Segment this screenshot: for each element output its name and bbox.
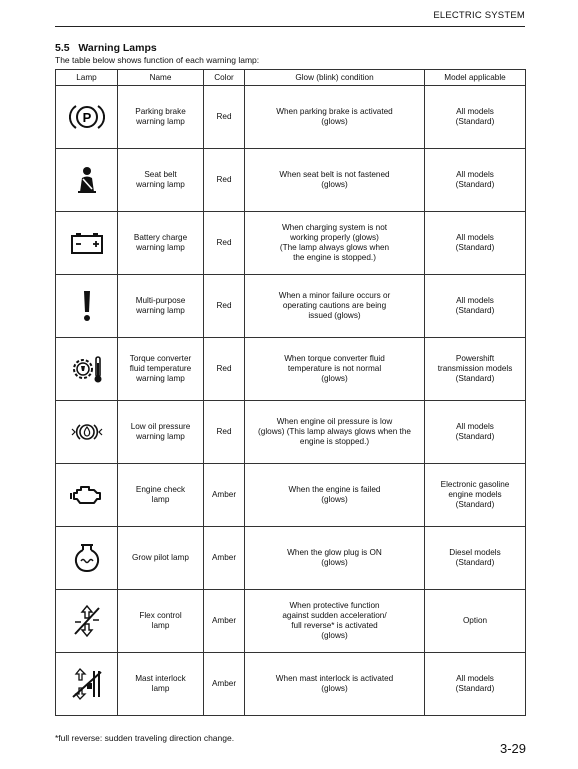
parking-brake-icon — [69, 102, 105, 132]
condition-line: (glows) — [321, 558, 348, 567]
condition-line: When the glow plug is ON — [287, 548, 382, 557]
model-line: All models — [456, 170, 494, 179]
condition-line: (glows) — [321, 495, 348, 504]
model-line: Powershift — [455, 354, 495, 363]
section-number: 5.5 — [55, 42, 70, 54]
condition-line: (glows) — [321, 374, 348, 383]
model-line: Electronic gasoline — [440, 480, 510, 489]
lamp-name-cell — [118, 338, 204, 401]
column-header-color: Color — [204, 70, 245, 86]
condition-line: When the engine is failed — [288, 485, 381, 494]
lamp-name-cell — [118, 275, 204, 338]
lamp-name-line: warning lamp — [136, 432, 185, 441]
lamp-cell — [56, 212, 118, 275]
lamp-name-cell — [118, 401, 204, 464]
model-line: (Standard) — [455, 684, 495, 693]
condition-line: When a minor failure occurs or — [278, 291, 391, 300]
lamp-model-cell — [425, 86, 526, 149]
mast-interlock-icon — [70, 667, 104, 701]
lamp-name-line: Battery charge — [133, 233, 188, 242]
lamp-model-cell — [425, 149, 526, 212]
model-line: All models — [456, 422, 494, 431]
table-row — [56, 149, 526, 212]
lamp-model-cell — [425, 464, 526, 527]
model-line: All models — [456, 296, 494, 305]
model-line: Option — [462, 616, 488, 625]
lamp-color-cell: Red — [204, 275, 245, 338]
lamp-model-cell — [425, 590, 526, 653]
model-line: (Standard) — [455, 432, 495, 441]
lamp-cell — [56, 590, 118, 653]
glow-plug-icon — [72, 542, 102, 574]
lamp-model-cell — [425, 401, 526, 464]
table-row — [56, 653, 526, 716]
lamp-name-cell — [118, 590, 204, 653]
condition-line: (glows) — [321, 631, 348, 640]
lamp-model-cell — [425, 527, 526, 590]
condition-line: operating cautions are being — [282, 301, 387, 310]
oil-pressure-icon — [69, 419, 105, 445]
flex-control-icon — [71, 604, 103, 638]
lamp-color-cell: Red — [204, 401, 245, 464]
lamp-name-cell — [118, 149, 204, 212]
lamp-name-line: Seat belt — [144, 170, 177, 179]
lamp-cell — [56, 653, 118, 716]
condition-line: When charging system is not — [281, 223, 388, 232]
lamp-name-cell — [118, 464, 204, 527]
footnote: *full reverse: sudden traveling direction change. — [55, 733, 235, 743]
model-line: (Standard) — [455, 374, 495, 383]
table-row — [56, 275, 526, 338]
condition-line: engine is stopped.) — [299, 437, 370, 446]
condition-line: against sudden acceleration/ — [282, 611, 387, 620]
model-line: All models — [456, 233, 494, 242]
lamp-condition-cell — [245, 212, 425, 275]
lamp-condition-cell — [245, 338, 425, 401]
lamp-cell — [56, 149, 118, 212]
lamp-model-cell — [425, 275, 526, 338]
lamp-color-cell: Red — [204, 212, 245, 275]
condition-line: temperature is not normal — [287, 364, 382, 373]
lamp-condition-cell — [245, 590, 425, 653]
lamp-model-cell — [425, 212, 526, 275]
lamp-name-line: warning lamp — [136, 180, 185, 189]
lamp-name-line: Engine check — [135, 485, 186, 494]
table-row — [56, 590, 526, 653]
column-header-model: Model applicable — [425, 70, 526, 86]
lamp-condition-cell — [245, 275, 425, 338]
model-line: All models — [456, 107, 494, 116]
column-header-condition: Glow (blink) condition — [245, 70, 425, 86]
lamp-name-line: fluid temperature — [129, 364, 192, 373]
header-system-label: ELECTRIC SYSTEM — [433, 10, 525, 21]
condition-line: (glows) — [321, 684, 348, 693]
lamp-condition-cell — [245, 653, 425, 716]
model-line: All models — [456, 674, 494, 683]
condition-line: When parking brake is activated — [276, 107, 393, 116]
model-line: (Standard) — [455, 500, 495, 509]
seat-belt-icon — [72, 165, 102, 195]
condition-line: (The lamp always glows when — [279, 243, 390, 252]
lamp-name-line: Multi-purpose — [135, 296, 186, 305]
lamp-name-cell — [118, 653, 204, 716]
model-line: (Standard) — [455, 243, 495, 252]
lamp-color-cell: Red — [204, 338, 245, 401]
lamp-name-line: Flex control — [139, 611, 182, 620]
lamp-name-cell — [118, 86, 204, 149]
column-header-lamp: Lamp — [56, 70, 118, 86]
table-row — [56, 464, 526, 527]
warning-lamp-table — [55, 69, 526, 716]
lamp-name-line: Low oil pressure — [130, 422, 191, 431]
lamp-condition-cell — [245, 149, 425, 212]
table-row — [56, 212, 526, 275]
svg-text:P: P — [82, 110, 91, 125]
condition-line: When engine oil pressure is low — [276, 417, 393, 426]
model-line: Diesel models — [449, 548, 501, 557]
lamp-condition-cell — [245, 86, 425, 149]
lamp-cell — [56, 401, 118, 464]
battery-icon — [70, 231, 104, 255]
lamp-color-cell: Amber — [204, 590, 245, 653]
model-line: (Standard) — [455, 558, 495, 567]
lamp-condition-cell — [245, 401, 425, 464]
lamp-model-cell — [425, 653, 526, 716]
table-row — [56, 401, 526, 464]
table-row — [56, 86, 526, 149]
model-line: transmission models — [437, 364, 513, 373]
lamp-color-cell: Amber — [204, 653, 245, 716]
condition-line: issued (glows) — [308, 311, 361, 320]
lamp-name-line: warning lamp — [136, 117, 185, 126]
lamp-name-line: Parking brake — [135, 107, 186, 116]
lamp-name-line: Grow pilot lamp — [132, 553, 189, 562]
exclamation-icon — [81, 289, 93, 323]
model-line: engine models — [448, 490, 502, 499]
section-intro: The table below shows function of each warning lamp: — [55, 55, 260, 65]
section-heading — [55, 42, 157, 54]
lamp-name-line: warning lamp — [136, 243, 185, 252]
lamp-name-line: Mast interlock — [135, 674, 186, 683]
condition-line: working properly (glows) — [290, 233, 379, 242]
lamp-name-cell — [118, 527, 204, 590]
table-header-row — [56, 70, 526, 86]
column-header-name: Name — [118, 70, 204, 86]
condition-line: When torque converter fluid — [284, 354, 385, 363]
condition-line: (glows) — [321, 180, 348, 189]
lamp-name-line: Torque converter — [129, 354, 192, 363]
lamp-name-cell — [118, 212, 204, 275]
lamp-cell — [56, 527, 118, 590]
section-title: Warning Lamps — [78, 42, 157, 54]
lamp-cell — [56, 86, 118, 149]
model-line: (Standard) — [455, 306, 495, 315]
lamp-color-cell: Amber — [204, 527, 245, 590]
table-row — [56, 338, 526, 401]
condition-line: (glows) — [321, 117, 348, 126]
condition-line: When seat belt is not fastened — [279, 170, 390, 179]
lamp-color-cell: Red — [204, 149, 245, 212]
page-header — [55, 9, 525, 27]
lamp-name-line: warning lamp — [136, 306, 185, 315]
lamp-cell — [56, 275, 118, 338]
lamp-color-cell: Red — [204, 86, 245, 149]
lamp-color-cell: Amber — [204, 464, 245, 527]
lamp-name-line: lamp — [151, 495, 170, 504]
condition-line: When protective function — [289, 601, 380, 610]
engine-check-icon — [69, 482, 105, 508]
condition-line: full reverse* is activated — [291, 621, 378, 630]
lamp-name-line: warning lamp — [136, 374, 185, 383]
lamp-condition-cell — [245, 464, 425, 527]
lamp-condition-cell — [245, 527, 425, 590]
torque-converter-temperature-icon — [69, 353, 105, 385]
model-line: (Standard) — [455, 180, 495, 189]
table-row — [56, 527, 526, 590]
lamp-model-cell — [425, 338, 526, 401]
lamp-cell — [56, 464, 118, 527]
lamp-name-line: lamp — [151, 621, 170, 630]
lamp-cell — [56, 338, 118, 401]
page-number: 3-29 — [499, 741, 526, 756]
model-line: (Standard) — [455, 117, 495, 126]
condition-line: When mast interlock is activated — [275, 674, 394, 683]
lamp-name-line: lamp — [151, 684, 170, 693]
condition-line: the engine is stopped.) — [293, 253, 376, 262]
condition-line: (glows) (This lamp always glows when the — [258, 427, 411, 436]
